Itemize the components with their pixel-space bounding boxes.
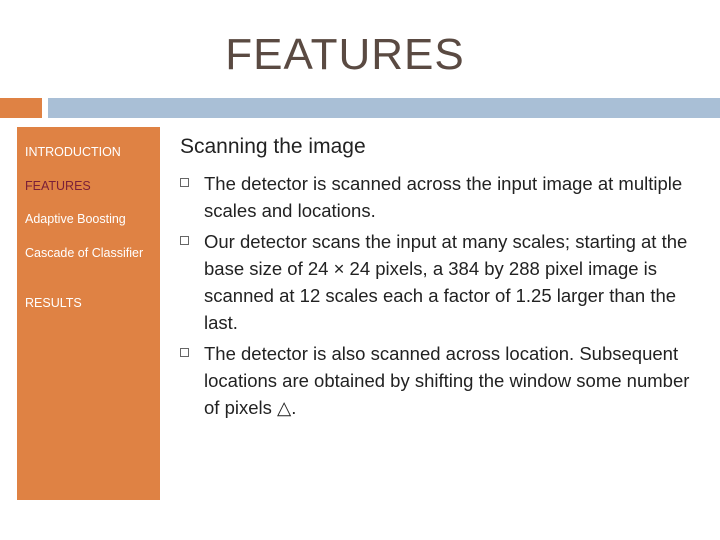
content-heading: Scanning the image (180, 135, 366, 158)
sidebar-item-features[interactable]: FEATURES (25, 179, 91, 193)
square-bullet-icon (180, 348, 189, 357)
list-item (180, 228, 690, 336)
bullet-text: The detector is also scanned across location. Subsequent locations are obtained by shifting the window some number of pixels △. (204, 343, 690, 418)
sidebar-item-cascade-of-classifier[interactable]: Cascade of Classifier (25, 246, 144, 260)
bullet-text: The detector is scanned across the input image at multiple scales and locations. (204, 173, 683, 221)
list-item (180, 340, 690, 421)
sidebar (17, 127, 160, 500)
list-item (180, 170, 690, 224)
header-accent-blue (48, 98, 720, 118)
sidebar-item-adaptive-boosting[interactable]: Adaptive Boosting (25, 212, 126, 226)
sidebar-item-results[interactable]: RESULTS (25, 296, 82, 310)
square-bullet-icon (180, 178, 189, 187)
square-bullet-icon (180, 236, 189, 245)
slide-title: FEATURES (225, 30, 465, 79)
bullet-list (180, 170, 690, 425)
header-accent-orange (0, 98, 42, 118)
sidebar-item-introduction[interactable]: INTRODUCTION (25, 145, 121, 159)
bullet-text: Our detector scans the input at many scales; starting at the base size of 24 × 24 pixels, a 384 by 288 pixel image is scanned at 12 scales each a factor of 1.25 larger than the last. (204, 231, 688, 333)
